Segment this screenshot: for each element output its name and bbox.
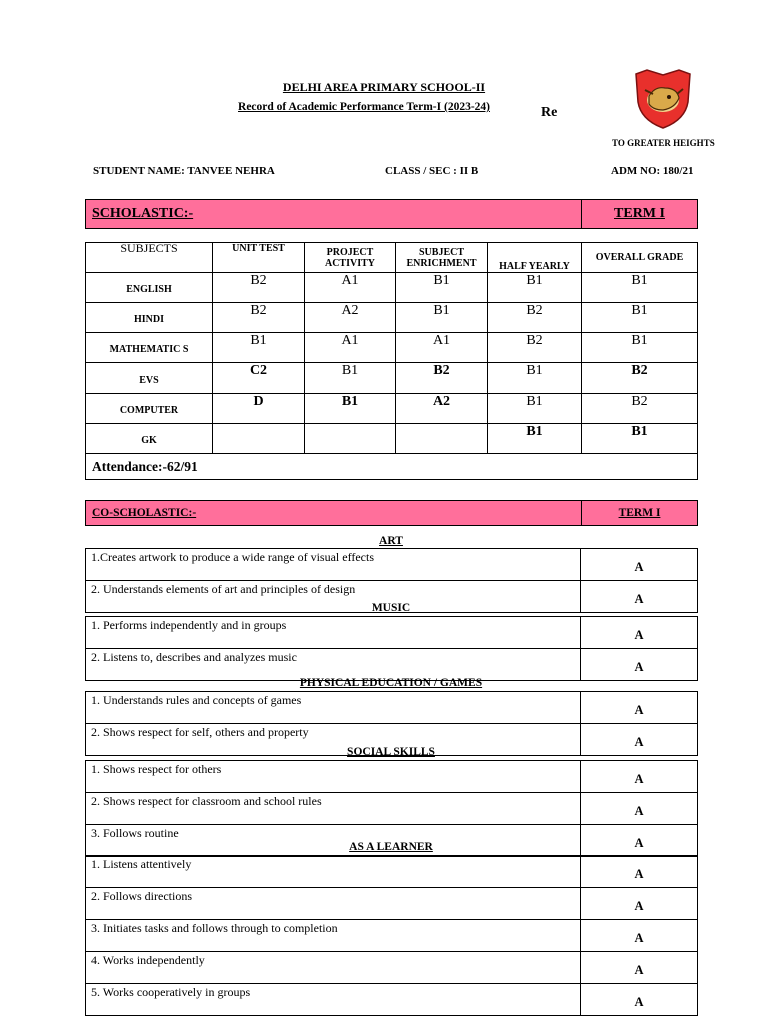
list-item xyxy=(86,761,698,793)
grade-cell: B1 xyxy=(396,303,488,333)
grade-cell: A2 xyxy=(396,394,488,424)
grade-cell xyxy=(305,424,396,454)
item-grade: A xyxy=(581,549,698,581)
section-as-a-learner-title: AS A LEARNER xyxy=(349,841,433,853)
grade-cell: B1 xyxy=(582,424,698,454)
list-item xyxy=(86,793,698,825)
grade-cell: B2 xyxy=(582,363,698,394)
list-item xyxy=(86,692,698,724)
grade-cell: B2 xyxy=(213,303,305,333)
grade-cell: B1 xyxy=(582,273,698,303)
grade-cell: B2 xyxy=(396,363,488,394)
record-title: Record of Academic Performance Term-I (2023-24) xyxy=(238,101,490,113)
item-grade: A xyxy=(581,920,698,952)
grade-cell: B2 xyxy=(582,394,698,424)
grade-cell xyxy=(213,424,305,454)
grade-cell: A1 xyxy=(305,333,396,363)
grade-cell: A2 xyxy=(305,303,396,333)
col-header-subject-enrichment: SUBJECT ENRICHMENT xyxy=(396,243,488,273)
item-text: 2. Understands elements of art and principles of design xyxy=(86,581,581,613)
item-grade: A xyxy=(581,649,698,681)
item-text: 1. Shows respect for others xyxy=(86,761,581,793)
grade-cell: B1 xyxy=(582,333,698,363)
subject-cell: COMPUTER xyxy=(86,394,213,424)
grade-cell: D xyxy=(213,394,305,424)
table-row xyxy=(86,303,698,333)
list-item xyxy=(86,888,698,920)
section-art-title: ART xyxy=(379,535,403,547)
item-grade: A xyxy=(581,984,698,1016)
section-music-title: MUSIC xyxy=(371,602,411,614)
stray-text: Re xyxy=(541,105,558,120)
col-header-project-activity: PROJECT ACTIVITY xyxy=(305,243,396,273)
item-text: 4. Works independently xyxy=(86,952,581,984)
item-text: 3. Follows routine xyxy=(86,825,581,857)
item-text: 2. Listens to, describes and analyzes music xyxy=(86,649,581,681)
coscholastic-title: CO-SCHOLASTIC:- xyxy=(92,507,197,519)
item-grade: A xyxy=(581,581,698,613)
grade-cell: B1 xyxy=(213,333,305,363)
item-text: 5. Works cooperatively in groups xyxy=(86,984,581,1016)
student-name: STUDENT NAME: TANVEE NEHRA xyxy=(93,165,275,177)
list-item xyxy=(86,920,698,952)
subject-cell: MATHEMATIC S xyxy=(86,333,213,363)
item-grade: A xyxy=(581,692,698,724)
item-text: 2. Shows respect for self, others and property xyxy=(86,724,581,756)
section-as-a-learner-table xyxy=(85,855,698,1016)
list-item xyxy=(86,617,698,649)
item-text: 3. Initiates tasks and follows through to completion xyxy=(86,920,581,952)
subject-cell: EVS xyxy=(86,363,213,394)
col-header-unit-test: UNIT TEST xyxy=(213,243,305,273)
table-header-row xyxy=(86,243,698,273)
scholastic-header xyxy=(85,199,698,229)
grade-cell: B1 xyxy=(488,424,582,454)
grade-cell: B2 xyxy=(488,333,582,363)
col-header-subjects: SUBJECTS xyxy=(86,243,213,273)
item-text: 1. Understands rules and concepts of games xyxy=(86,692,581,724)
grade-cell: B2 xyxy=(213,273,305,303)
school-name: DELHI AREA PRIMARY SCHOOL-II xyxy=(282,80,486,94)
grade-cell: A1 xyxy=(305,273,396,303)
item-text: 1.Creates artwork to produce a wide range of visual effects xyxy=(86,549,581,581)
list-item xyxy=(86,549,698,581)
scholastic-title: SCHOLASTIC:- xyxy=(92,206,194,221)
grade-cell: B2 xyxy=(488,303,582,333)
item-text: 1. Performs independently and in groups xyxy=(86,617,581,649)
grade-cell: B1 xyxy=(488,273,582,303)
scholastic-table xyxy=(85,242,698,480)
item-grade: A xyxy=(581,856,698,888)
item-grade: A xyxy=(581,888,698,920)
section-music-table xyxy=(85,616,698,681)
grade-cell: B1 xyxy=(305,363,396,394)
subject-cell: ENGLISH xyxy=(86,273,213,303)
list-item xyxy=(86,952,698,984)
item-grade: A xyxy=(581,724,698,756)
item-grade: A xyxy=(581,793,698,825)
col-header-half-yearly: HALF YEARLY xyxy=(488,243,582,273)
table-row xyxy=(86,333,698,363)
scholastic-term: TERM I xyxy=(614,206,665,221)
item-grade: A xyxy=(581,952,698,984)
item-text: 1. Listens attentively xyxy=(86,856,581,888)
item-text: 2. Follows directions xyxy=(86,888,581,920)
item-text: 2. Shows respect for classroom and school rules xyxy=(86,793,581,825)
item-grade: A xyxy=(581,761,698,793)
attendance-row xyxy=(86,454,698,480)
school-crest-logo xyxy=(633,68,693,130)
grade-cell: A1 xyxy=(396,333,488,363)
list-item xyxy=(86,856,698,888)
attendance: Attendance:-62/91 xyxy=(86,454,698,480)
coscholastic-header xyxy=(85,500,698,526)
table-row xyxy=(86,394,698,424)
grade-cell: B1 xyxy=(488,394,582,424)
admission-number: ADM NO: 180/21 xyxy=(611,165,694,177)
grade-cell: B1 xyxy=(396,273,488,303)
subject-cell: GK xyxy=(86,424,213,454)
grade-cell: B1 xyxy=(488,363,582,394)
grade-cell: B1 xyxy=(305,394,396,424)
section-social-skills-title: SOCIAL SKILLS xyxy=(347,746,435,758)
list-item xyxy=(86,649,698,681)
list-item xyxy=(86,984,698,1016)
table-row xyxy=(86,424,698,454)
subject-cell: HINDI xyxy=(86,303,213,333)
item-grade: A xyxy=(581,617,698,649)
grade-cell: C2 xyxy=(213,363,305,394)
section-physical-education-title: PHYSICAL EDUCATION / GAMES xyxy=(299,677,483,689)
motto: TO GREATER HEIGHTS xyxy=(612,138,715,148)
item-grade: A xyxy=(581,825,698,857)
table-row xyxy=(86,363,698,394)
class-section: CLASS / SEC : II B xyxy=(385,165,479,177)
grade-cell: B1 xyxy=(582,303,698,333)
coscholastic-term: TERM I xyxy=(618,507,661,519)
col-header-overall-grade: OVERALL GRADE xyxy=(582,243,698,273)
table-row xyxy=(86,273,698,303)
grade-cell xyxy=(396,424,488,454)
